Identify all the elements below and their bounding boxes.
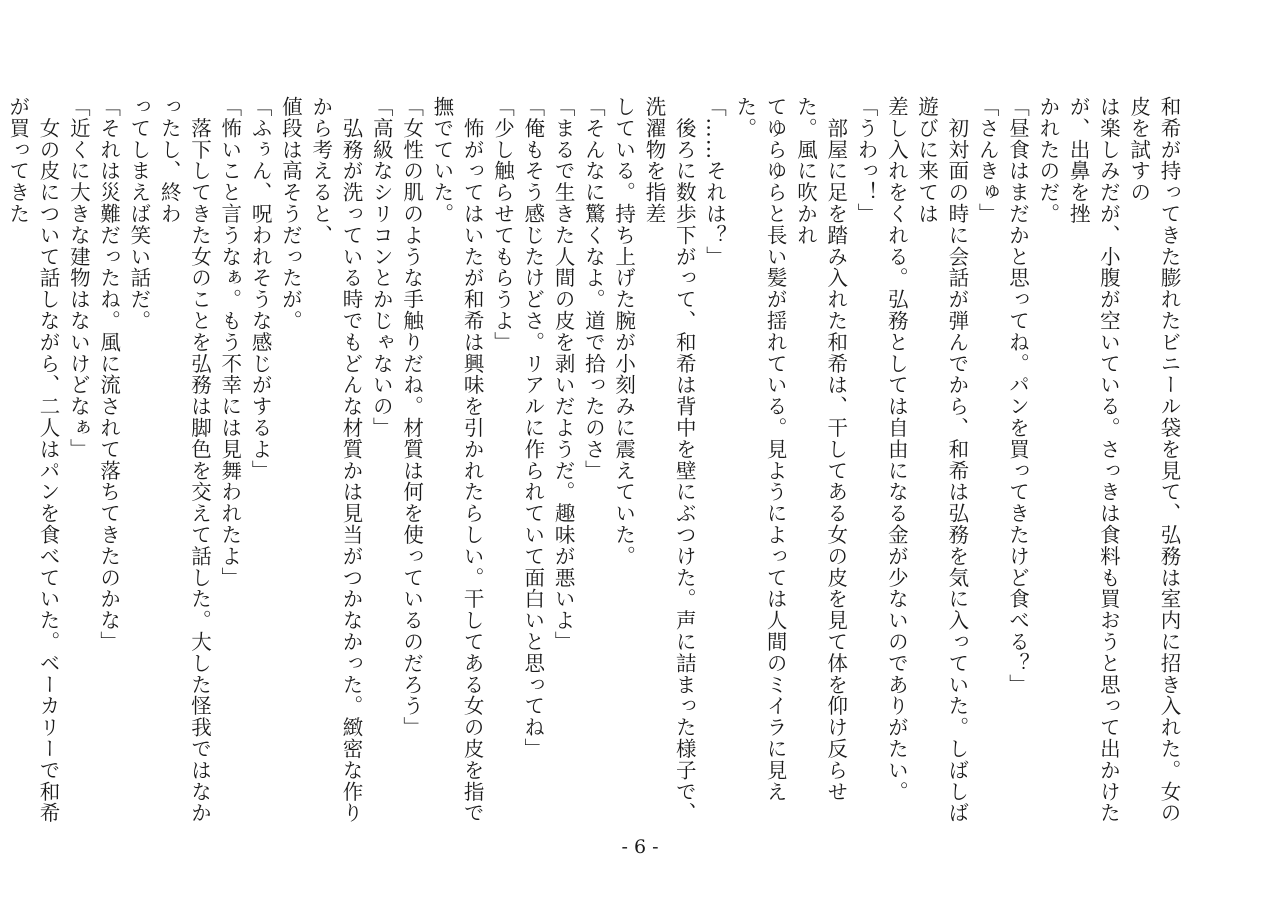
text-line: 値段は高そうだったが。 xyxy=(278,96,303,332)
text-line: 弘務が洗っている時でもどんな材質かは見当がつかなかった。緻密な作りから考えると、 xyxy=(308,96,363,824)
text-line: 和希が持ってきた膨れたビニール袋を見て、弘務は室内に招き入れた。女の皮を試すの xyxy=(1126,96,1181,824)
text-line: 「昼食はまだかと思ってね。パンを買ってきたけど食べる？」 xyxy=(1005,96,1030,696)
text-line: ってしまえば笑い話だ。 xyxy=(126,96,151,332)
text-line: てゆらゆらと長い髪が揺れている。見ようによっては人間のミイラに見えた。 xyxy=(732,96,788,803)
text-line: 落下してきた女のことを弘務は脚色を交えて話した。大した怪我ではなかったし、終わ xyxy=(157,96,212,824)
text-line: 「……それは？」 xyxy=(702,96,727,268)
text-line: 「近くに大きな建物はないけどなぁ」 xyxy=(66,96,91,460)
text-line: 「高級なシリコンとかじゃないの」 xyxy=(369,96,394,439)
text-line: 差し入れをくれる。弘務としては自由になる金が少ないのでありがたい。 xyxy=(884,96,909,803)
text-line: 「女性の肌のような手触りだね。材質は何を使っているのだろう」 xyxy=(399,96,424,738)
text-line: 「それは災難だったね。風に流されて落ちてきたのかな」 xyxy=(96,96,121,653)
text-line: 「うわっ！」 xyxy=(854,96,879,225)
text-line: 「まるで生きた人間の皮を剥いだようだ。趣味が悪いよ」 xyxy=(551,96,576,653)
text-line xyxy=(0,96,2,836)
text-line: 女の皮について話しながら、二人はパンを食べていた。ベーカリーで和希が買ってきた xyxy=(5,96,61,824)
text-line: 初対面の時に会話が弾んでから、和希は弘務を気に入っていた。しばしば遊びに来ては xyxy=(914,96,969,824)
text-line: 「俺もそう感じたけどさ。リアルに作られていて面白いと思ってね」 xyxy=(520,96,545,760)
text-line: 後ろに数歩下がって、和希は背中を壁にぶつけた。声に詰まった様子で、洗濯物を指差 xyxy=(641,96,697,824)
text-line: 「さんきゅ」 xyxy=(975,96,1000,225)
text-line: 部屋に足を踏み入れた和希は、干してある女の皮を見て体を仰け反らせた。風に吹かれ xyxy=(793,96,848,803)
text-line: 「怖いこと言うなぁ。もう不幸には見舞われたよ」 xyxy=(217,96,242,589)
text-line: 「ふぅん、呪われそうな感じがするよ」 xyxy=(248,96,273,482)
text-line: 怖がってはいたが和希は興味を引かれたらしい。干してある女の皮を指で撫でていた。 xyxy=(429,96,485,824)
text-line: かれたのだ。 xyxy=(1035,96,1060,225)
text-line: 「少し触らせてもらうよ」 xyxy=(490,96,515,353)
text-line: している。持ち上げた腕が小刻みに震えていた。 xyxy=(611,96,636,567)
page-number: - 6 - xyxy=(621,836,659,858)
vertical-text-body xyxy=(5,96,1184,836)
text-line: は楽しみだが、小腹が空いている。さっきは食料も買おうと思って出かけたが、出鼻を挫 xyxy=(1066,96,1121,824)
text-line: 「そんなに驚くなよ。道で拾ったのさ」 xyxy=(581,96,606,482)
